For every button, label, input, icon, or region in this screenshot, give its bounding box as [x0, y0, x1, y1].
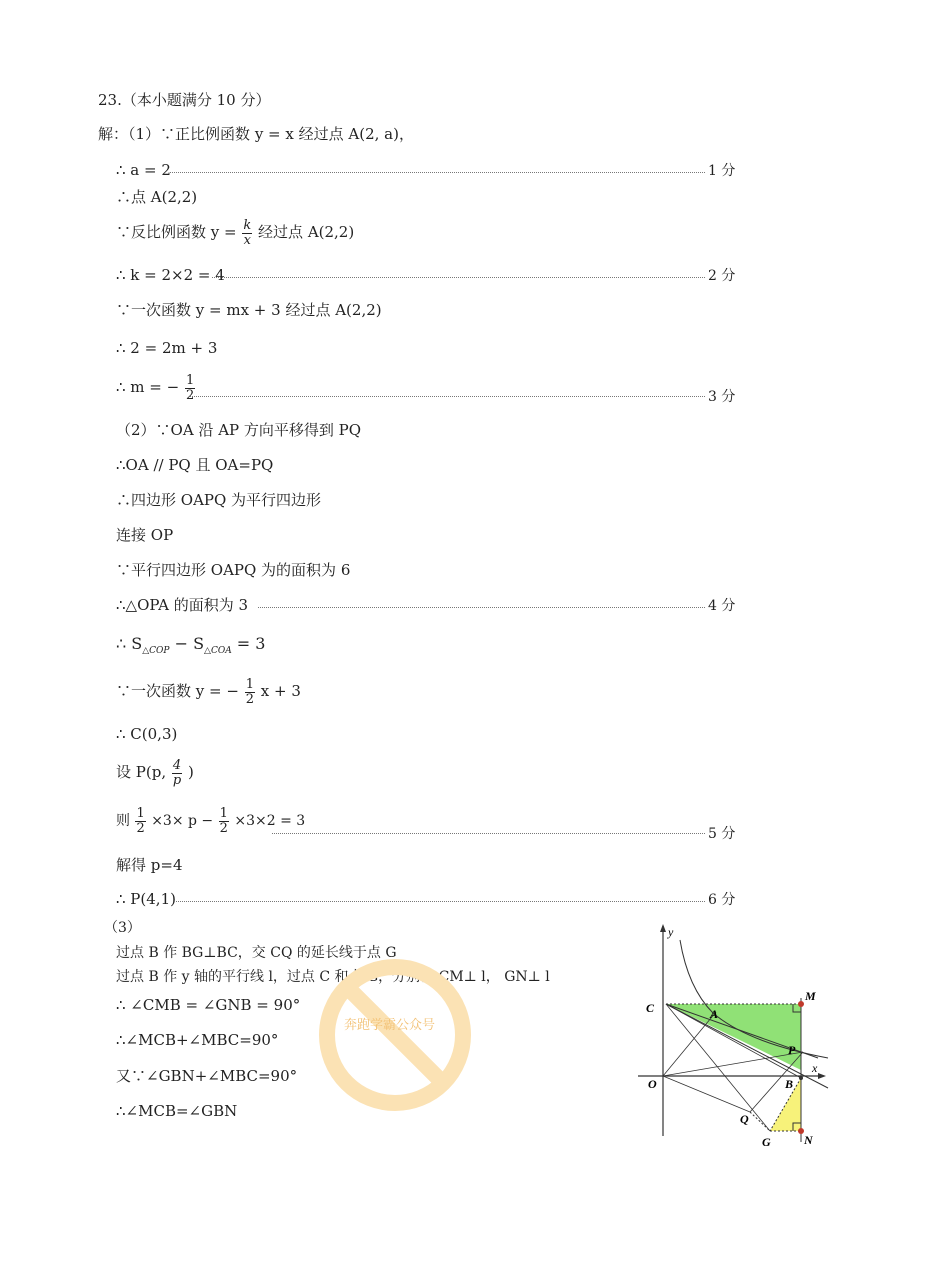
- line-8: [116, 370, 196, 404]
- label-c: C: [646, 1001, 655, 1015]
- label-y: y: [668, 925, 674, 939]
- line-20: 解得 p=4: [116, 856, 183, 874]
- leader-dots-6: [176, 901, 705, 902]
- fraction-denominator: p: [172, 772, 182, 788]
- line-16-post: x + 3: [260, 682, 301, 700]
- fraction-numerator: 1: [136, 805, 145, 821]
- fraction-denominator: 2: [219, 820, 228, 836]
- line-25: ∴ ∠CMB = ∠GNB = 90°: [116, 996, 301, 1014]
- line-4-pre: ∵反比例函数 y =: [116, 223, 237, 241]
- fraction-denominator: 2: [245, 691, 254, 707]
- green-triangle: [666, 1004, 801, 1070]
- line-19-pre: 则: [116, 813, 130, 829]
- score-6: 6 分: [708, 892, 736, 908]
- fraction-numerator: 1: [245, 676, 254, 692]
- segment-oa: [663, 1012, 716, 1076]
- line-16-pre: ∵一次函数 y = −: [116, 682, 239, 700]
- line-9: （2）∵OA 沿 AP 方向平移得到 PQ: [116, 421, 362, 439]
- fraction-one-half: [135, 807, 145, 836]
- line-10: ∴OA // PQ 且 OA=PQ: [116, 456, 274, 474]
- score-5: 5 分: [708, 826, 736, 842]
- label-p: P: [788, 1043, 796, 1057]
- line-2: ∴ a = 2: [116, 161, 171, 179]
- line-6: ∵一次函数 y = mx + 3 经过点 A(2,2): [116, 301, 382, 319]
- line-27: 又∵∠GBN+∠MBC=90°: [116, 1067, 298, 1085]
- score-3: 3 分: [708, 389, 736, 405]
- leader-dots-2: [212, 277, 705, 278]
- fraction-one-half: [185, 374, 195, 403]
- line-8-pre: ∴ m = −: [116, 378, 180, 396]
- question-header: 23.（本小题满分 10 分）: [98, 91, 271, 109]
- line-28: ∴∠MCB=∠GBN: [116, 1102, 238, 1120]
- line-4: [116, 216, 354, 248]
- line-15-a: ∴ S: [116, 634, 143, 653]
- fraction-denominator: 2: [186, 387, 195, 403]
- leader-dots-5: [272, 833, 705, 834]
- y-axis-arrow-icon: [660, 924, 666, 932]
- point-b: [799, 1076, 803, 1080]
- watermark-logo: [315, 955, 475, 1115]
- subscript-cop: △COP: [142, 646, 170, 656]
- line-1: 解：（1）∵正比例函数 y = x 经过点 A(2, a)，: [98, 125, 414, 143]
- line-11: ∴四边形 OAPQ 为平行四边形: [116, 491, 322, 509]
- line-15: [116, 634, 265, 661]
- line-15-b: − S: [169, 634, 205, 653]
- line-23: 过点 B 作 BG⊥BC，交 CQ 的延长线于点 G: [116, 945, 397, 961]
- line-18-pre: 设 P(p,: [116, 763, 167, 781]
- label-q: Q: [740, 1112, 749, 1126]
- leader-dots-4: [258, 607, 705, 608]
- fraction-one-half: [219, 807, 229, 836]
- line-15-c: = 3: [231, 634, 266, 653]
- line-24: 过点 B 作 y 轴的平行线 l，过点 C 和点 G，分别作 CM⊥ l， GN⊥ l: [116, 969, 550, 985]
- line-22: （3）: [104, 920, 141, 936]
- line-19-mid: ×3× p −: [151, 813, 214, 829]
- line-18-post: ): [187, 763, 194, 781]
- fraction-numerator: 1: [219, 805, 228, 821]
- score-4: 4 分: [708, 598, 736, 614]
- segment-oq: [663, 1076, 750, 1112]
- fraction-k-over-x: [242, 219, 252, 248]
- dotted-qg: [750, 1112, 770, 1131]
- fraction-one-half: [245, 678, 255, 707]
- fraction-4-over-p: [172, 759, 182, 788]
- label-x: x: [812, 1061, 818, 1075]
- line-16: [116, 674, 301, 708]
- score-2: 2 分: [708, 268, 736, 284]
- label-n: N: [804, 1133, 813, 1147]
- line-17: ∴ C(0,3): [116, 725, 178, 743]
- label-o: O: [648, 1077, 657, 1091]
- line-3: ∴点 A(2,2): [116, 188, 198, 206]
- point-m: [798, 1001, 804, 1007]
- fraction-numerator: k: [243, 217, 252, 233]
- line-4-post: 经过点 A(2,2): [258, 223, 355, 241]
- watermark-text: 奔跑学霸公众号: [344, 1018, 436, 1033]
- line-19-post: ×3×2 = 3: [234, 813, 306, 829]
- fraction-numerator: 1: [186, 372, 195, 388]
- leader-dots-1: [170, 172, 705, 173]
- fraction-numerator: 4: [172, 757, 182, 773]
- line-26: ∴∠MCB+∠MBC=90°: [116, 1031, 279, 1049]
- label-a: A: [710, 1007, 719, 1021]
- line-14: ∴△OPA 的面积为 3: [116, 596, 249, 614]
- label-m: M: [805, 989, 816, 1003]
- line-12: 连接 OP: [116, 526, 174, 544]
- score-1: 1 分: [708, 163, 736, 179]
- x-axis-arrow-icon: [818, 1073, 826, 1079]
- label-g: G: [762, 1135, 771, 1149]
- line-5: ∴ k = 2×2 = 4: [116, 266, 225, 284]
- line-7: ∴ 2 = 2m + 3: [116, 339, 218, 357]
- fraction-denominator: 2: [136, 820, 145, 836]
- line-18: [116, 755, 194, 789]
- fraction-denominator: x: [243, 232, 251, 248]
- subscript-coa: △COA: [204, 646, 232, 656]
- line-13: ∵平行四边形 OAPQ 为的面积为 6: [116, 561, 351, 579]
- line-21: ∴ P(4,1): [116, 890, 176, 908]
- leader-dots-3: [190, 396, 705, 397]
- geometry-figure: [628, 918, 848, 1158]
- label-b: B: [785, 1077, 794, 1091]
